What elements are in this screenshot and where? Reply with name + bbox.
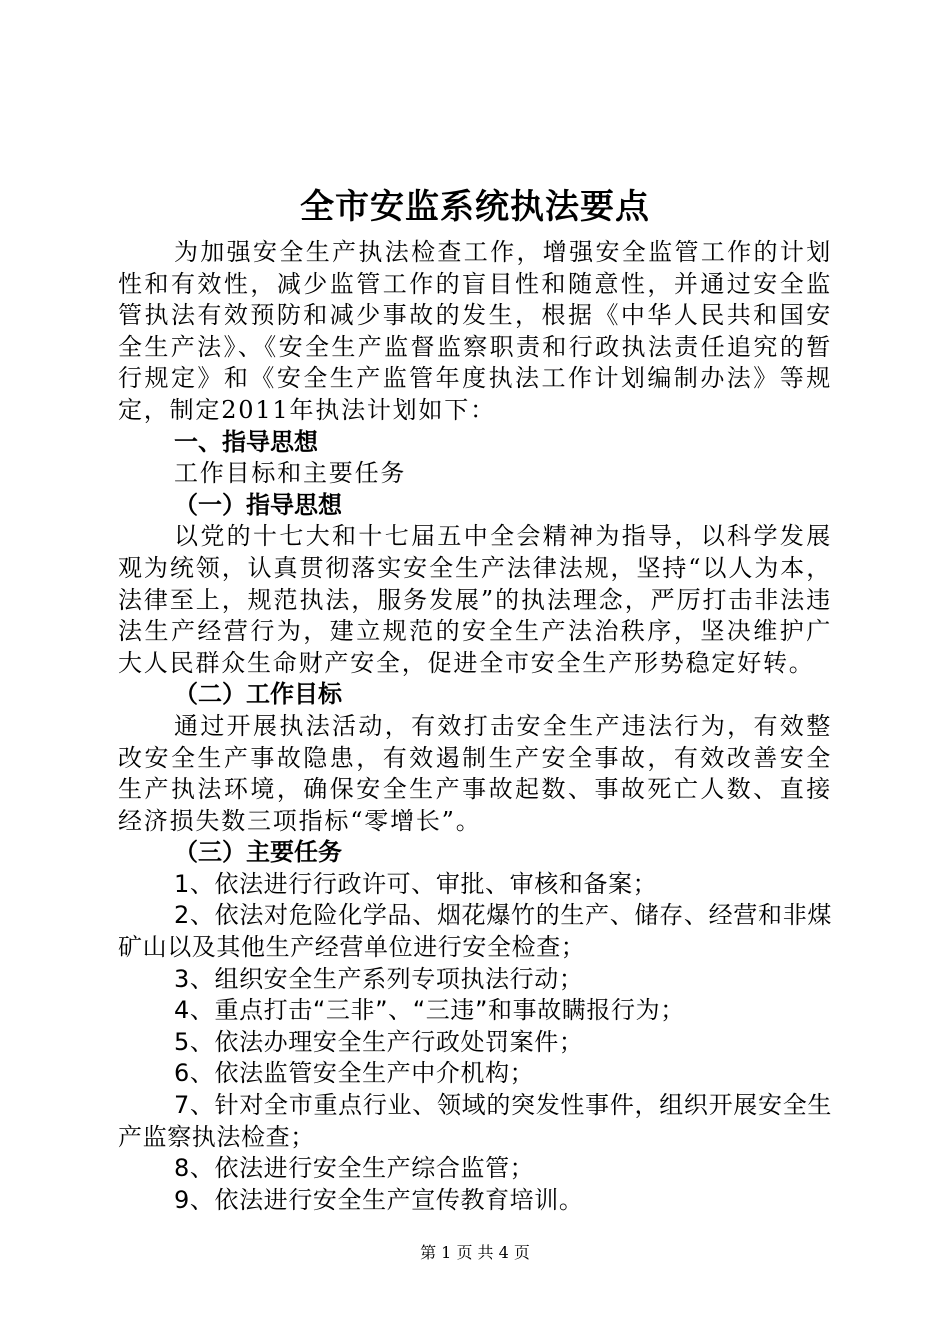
task-item: 7、针对全市重点行业、领域的突发性事件，组织开展安全生产监察执法检查；: [118, 1091, 832, 1151]
task-item: 5、依法办理安全生产行政处罚案件；: [174, 1027, 584, 1056]
section-subtitle: 工作目标和主要任务: [174, 459, 407, 488]
task-item: 2、依法对危险化学品、烟花爆竹的生产、储存、经营和非煤矿山以及其他生产经营单位进行安全检查；: [118, 901, 832, 962]
task-item: 8、依法进行安全生产综合监管；: [174, 1154, 535, 1183]
work-goals-paragraph: 通过开展执法活动，有效打击安全生产违法行为，有效整改安全生产事故隐患，有效遏制生产安全事故，有效改善安全生产执法环境，确保安全生产事故起数、事故死亡人数、直接经济损失数三项指标“零增长”。: [118, 711, 832, 835]
page-number-footer: 第 1 页 共 4 页: [420, 1243, 530, 1262]
section-heading-guiding-ideology: 一、指导思想: [174, 427, 318, 456]
subsection-heading-main-tasks: （三）主要任务: [174, 838, 342, 867]
task-item: 9、依法进行安全生产宣传教育培训。: [174, 1185, 584, 1214]
task-item: 4、重点打击“三非”、“三违”和事故瞒报行为；: [174, 996, 685, 1025]
document-body: [118, 237, 832, 1216]
task-item: 6、依法监管安全生产中介机构；: [174, 1059, 535, 1088]
task-item: 1、依法进行行政许可、审批、审核和备案；: [174, 869, 658, 898]
subsection-heading-guiding-ideology: （一）指导思想: [174, 490, 342, 519]
guiding-ideology-paragraph: 以党的十七大和十七届五中全会精神为指导，以科学发展观为统领，认真贯彻落实安全生产法律法规，坚持“以人为本，法律至上，规范执法，服务发展”的执法理念，严厉打击非法违法生产经营行为，建立规范的安全生产法治秩序，坚决维护广大人民群众生命财产安全，促进全市安全生产形势稳定好转。: [118, 522, 832, 677]
document-title: 全市安监系统执法要点: [300, 187, 650, 227]
subsection-heading-work-goals: （二）工作目标: [174, 680, 342, 709]
intro-paragraph: 为加强安全生产执法检查工作，增强安全监管工作的计划性和有效性，减少监管工作的盲目性和随意性，并通过安全监管执法有效预防和减少事故的发生，根据《中华人民共和国安全生产法》、《安全生产监督监察职责和行政执法责任追究的暂行规定》和《安全生产监管年度执法工作计划编制办法》等规定，制定2011年执法计划如下：: [118, 238, 832, 424]
task-item: 3、组织安全生产系列专项执法行动；: [174, 964, 584, 993]
